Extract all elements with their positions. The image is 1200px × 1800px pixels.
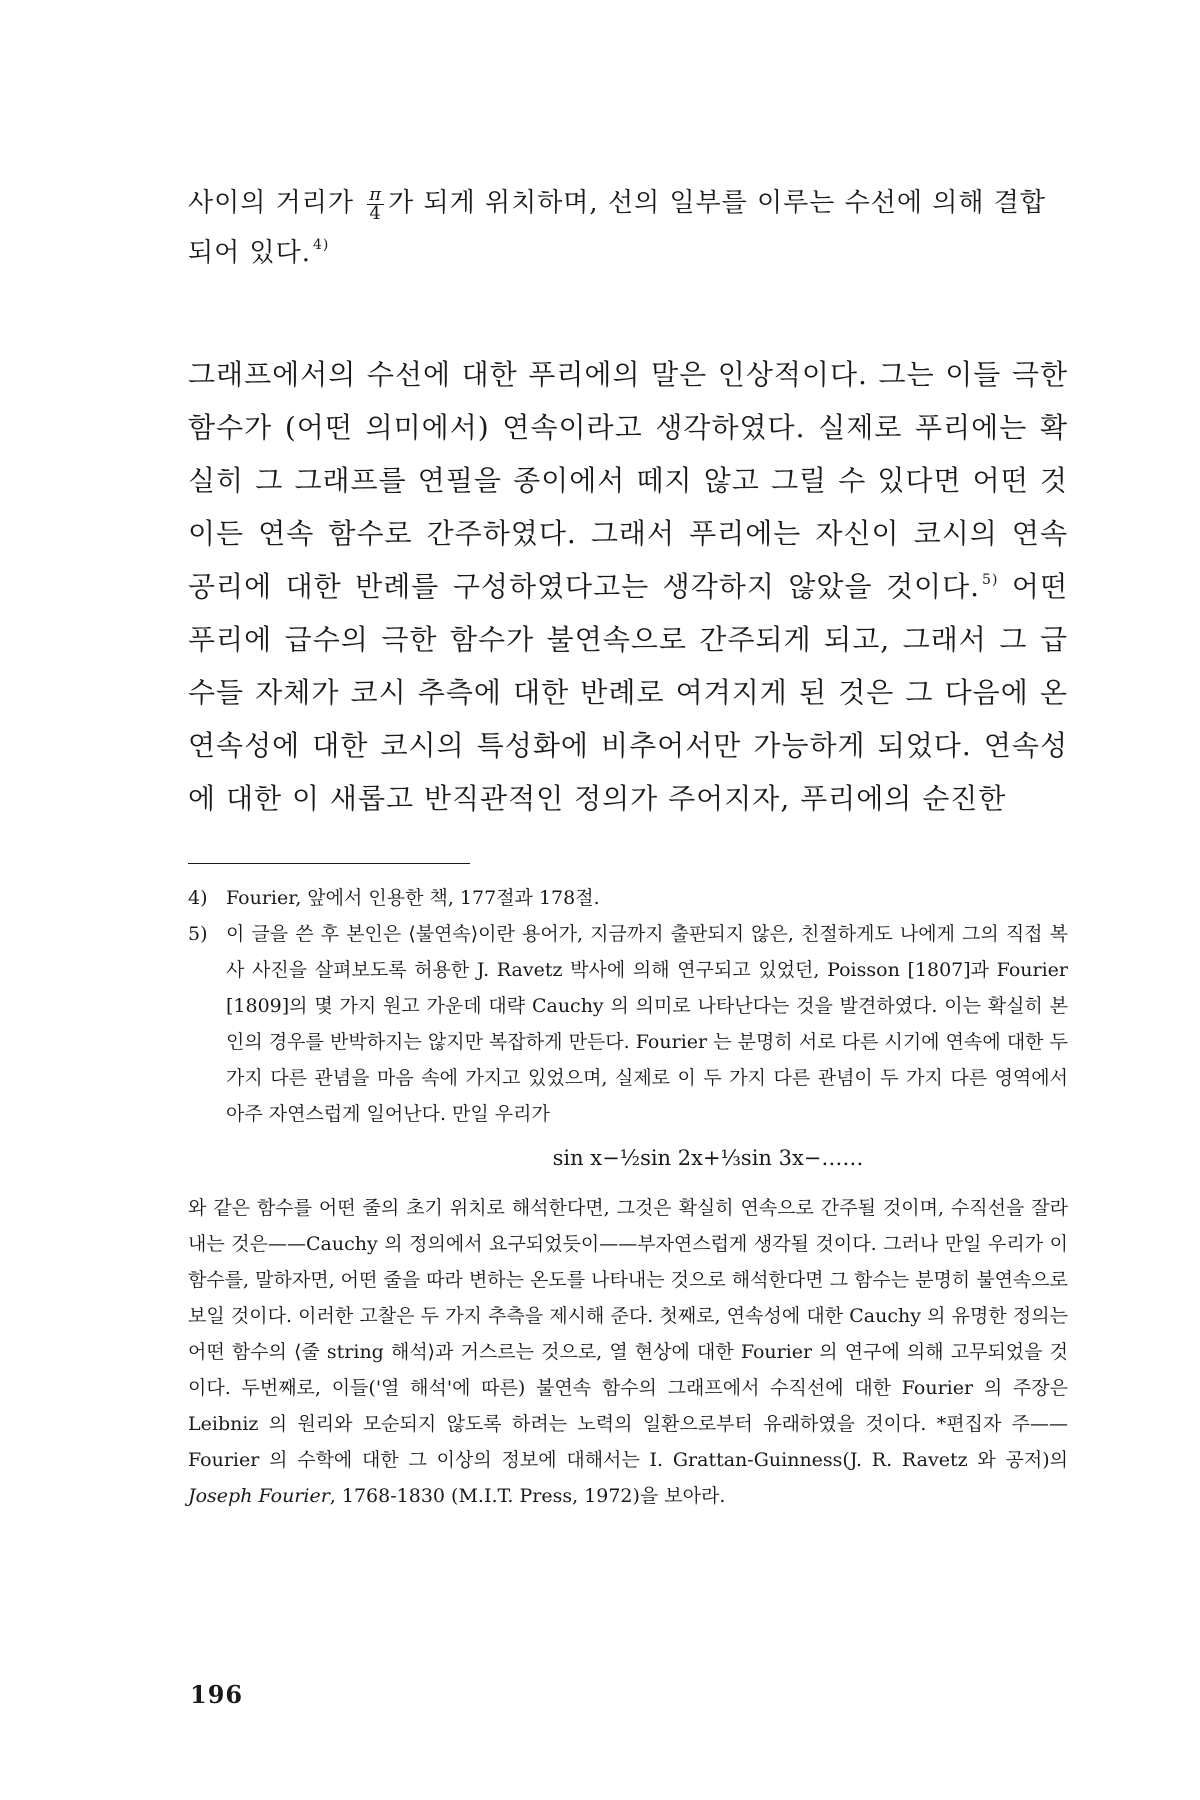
fraction-denominator: 4: [369, 202, 382, 224]
footnote-4-text: Fourier, 앞에서 인용한 책, 177절과 178절.: [226, 887, 600, 909]
fraction-numerator: π: [369, 183, 383, 205]
footnote-ref-5: 5): [982, 572, 999, 588]
footnotes: [188, 880, 1068, 1514]
page-content: [188, 178, 1068, 1514]
fourier-series-formula: sin x−½sin 2x+⅓sin 3x−……: [552, 1146, 864, 1170]
page-number: 196: [190, 1680, 244, 1709]
main-paragraph: [188, 348, 1068, 825]
footnote-5-text: 이 글을 쓴 후 본인은 ⟨불연속⟩이란 용어가, 지금까지 출판되지 않은, 친절하게도 나에게 그의 직접 복사 사진을 살펴보도록 허용한 J. Ravetz 박사에 의해 연구되고 있었던, Poisson [1807]과 Fourier [1809]의 몇 가지 원고 가운데 대략 Cauchy 의 의미로 나타난다는 것을 발견하였다. 이는 확실히 본인의 경우를 반박하지는 않지만 복잡하게 만든다. Fourier 는 분명히 서로 다른 시기에 연속에 대한 두 가지 다른 관념을 마음 속에 가지고 있었으며, 실제로 이 두 가지 다른 관념이 두 가지 다른 영역에서 아주 자연스럽게 일어난다. 만일 우리가: [226, 923, 1068, 1125]
main-paragraph-text-2: 어떤 푸리에 급수의 극한 함수가 불연속으로 간주되게 되고, 그래서 그 급수들 자체가 코시 추측에 대한 반례로 여겨지게 된 것은 그 다음에 온 연속성에 대한 코시의 특성화에 비추어서만 가능하게 되었다. 연속성에 대한 이 새롭고 반직관적인 정의가 주어지자, 푸리에의 순진한: [188, 570, 1068, 815]
footnote-ref-4: 4): [313, 237, 330, 253]
pi-over-four-fraction: [367, 183, 384, 224]
footnote-5-number: 5): [188, 923, 208, 945]
footnote-5-tail: , 1768-1830 (M.I.T. Press, 1972)을 보아라.: [329, 1485, 726, 1507]
footnote-4-number: 4): [188, 887, 208, 909]
footnote-5: [188, 916, 1068, 1132]
book-title: Joseph Fourier: [188, 1485, 330, 1507]
main-paragraph-text-1: 그래프에서의 수선에 대한 푸리에의 말은 인상적이다. 그는 이들 극한 함수가 (어떤 의미에서) 연속이라고 생각하였다. 실제로 푸리에는 확실히 그 그래프를 연필을 종이에서 떼지 않고 그릴 수 있다면 어떤 것이든 연속 함수로 간주하였다. 그래서 푸리에는 자신이 코시의 연속 공리에 대한 반례를 구성하였다고는 생각하지 않았을 것이다.: [188, 358, 1068, 603]
lead-text-1: 사이의 거리가: [188, 188, 354, 218]
footnote-5-continuation: [188, 1190, 1068, 1514]
lead-paragraph: [188, 178, 1068, 278]
footnote-divider: [188, 863, 470, 864]
footnote-4: [188, 880, 1068, 916]
lead-text-2: 가 되게 위치하며, 선의 일부를 이루는 수선에 의해 결합되어 있다.: [188, 188, 1047, 268]
footnote-5-continuation-text: 와 같은 함수를 어떤 줄의 초기 위치로 해석한다면, 그것은 확실히 연속으로 간주될 것이며, 수직선을 잘라내는 것은——Cauchy 의 정의에서 요구되었듯이——부자연스럽게 생각될 것이다. 그러나 만일 우리가 이 함수를, 말하자면, 어떤 줄을 따라 변하는 온도를 나타내는 것으로 해석한다면 그 함수는 분명히 불연속으로 보일 것이다. 이러한 고찰은 두 가지 추측을 제시해 준다. 첫째로, 연속성에 대한 Cauchy 의 유명한 정의는 어떤 함수의 ⟨줄 string 해석⟩과 거스르는 것으로, 열 현상에 대한 Fourier 의 연구에 의해 고무되었을 것이다. 두번째로, 이들('열 해석'에 따른) 불연속 함수의 그래프에서 수직선에 대한 Fourier 의 주장은 Leibniz 의 원리와 모순되지 않도록 하려는 노력의 일환으로부터 유래하였을 것이다. *편집자 주——Fourier 의 수학에 대한 그 이상의 정보에 대해서는 I. Grattan-Guinness(J. R. Ravetz 와 공저)의: [188, 1197, 1068, 1471]
